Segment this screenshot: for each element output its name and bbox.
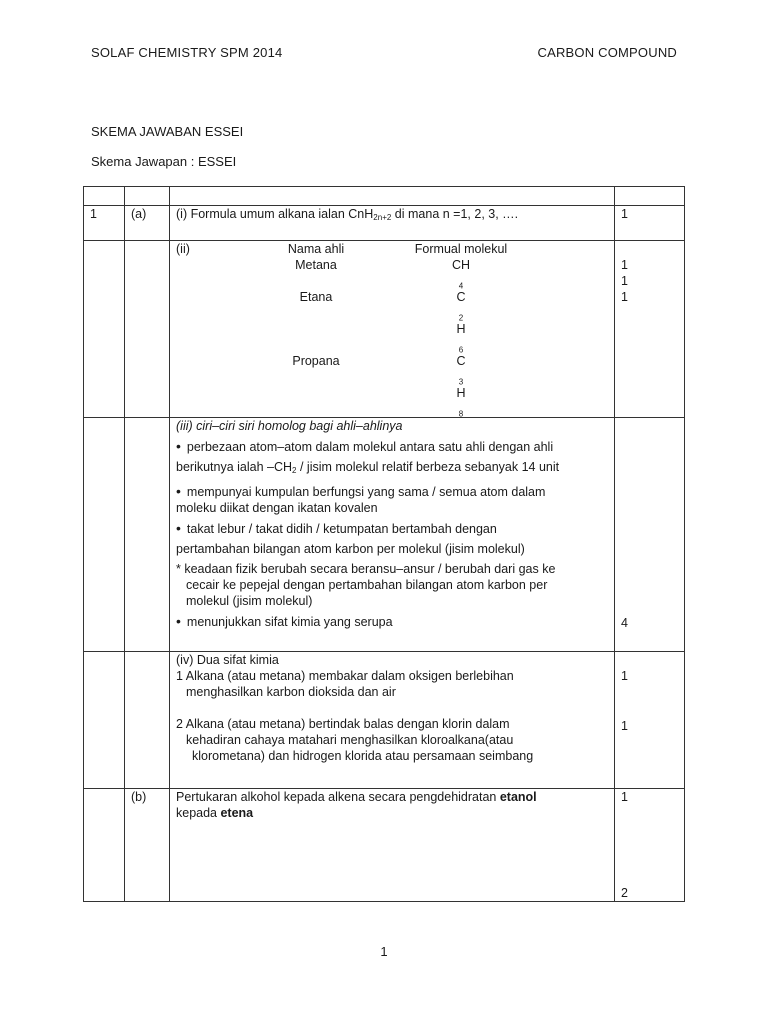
answer-b: Pertukaran alkohol kepada alkena secara pengdehidratan etanol kepada etena: [170, 789, 615, 902]
mark: 2: [621, 886, 628, 900]
answer-ii: [170, 241, 615, 418]
member-formula: CH $_4$: [451, 258, 471, 291]
table-row: [84, 418, 685, 652]
page-number: 1: [380, 944, 388, 959]
question-number: 1: [84, 206, 125, 241]
member-formula: C $_3$ H $_8$: [456, 354, 466, 419]
page-title: SKEMA JAWABAN ESSEI: [91, 124, 244, 139]
answer-ii-label: (ii): [176, 242, 190, 256]
keyword-etena: etena: [220, 806, 254, 820]
marks-ii: [615, 241, 685, 418]
part-label: (b): [125, 789, 170, 902]
answer-iv-heading: (iv) Dua sifat kimia: [176, 653, 279, 667]
keyword-etanol: etanol: [499, 790, 537, 804]
column-header-formula: Formual molekul: [414, 242, 508, 256]
table-row: [84, 241, 685, 418]
mark: 1: [621, 258, 628, 272]
table-row: [84, 206, 685, 241]
mark: 1: [621, 790, 628, 804]
answer-iii: (iii) ciri–ciri siri homolog bagi ahli–ahlinya • perbezaan atom–atom dalam molekul antara satu ahli dengan ahli berikutnya ialah $-CH_2$ / jisim molekul relatif berbeza sebanyak 14 unit • mempunyai kumpulan berfungsi yang sama / semua atom dalam moleku diikat dengan ikatan kovalen • takat lebur / takat didih / ketumpatan bertambah dengan pertambahan bilangan atom karbon per molekul (jisim molekul) * keadaan fizik berubah secara beransu–ansur / berubah dari gas ke cecair ke pepejal dengan pertambahan bilangan atom karbon per molekul (jisim molekul) • menunjukkan sifat kimia yang serupa: [170, 418, 615, 652]
member-name: Propana: [292, 354, 340, 368]
mark: 1: [615, 206, 685, 241]
bullet-point: • mempunyai kumpulan berfungsi yang sama / semua atom dalam: [176, 483, 608, 500]
answer-i-pre: (i) Formula umum alkana ialan CnH: [176, 207, 374, 221]
column-header-name: Nama ahli: [287, 242, 345, 256]
mark: 4: [615, 418, 685, 652]
member-name: Etana: [299, 290, 333, 304]
answer-i-post: di mana n =1, 2, 3, ….: [391, 207, 519, 221]
answer-iii-heading: (iii) ciri–ciri siri homolog bagi ahli–ahlinya: [176, 419, 403, 433]
marks-iv: [615, 652, 685, 789]
note: * keadaan fizik berubah secara beransu–ansur / berubah dari gas ke: [176, 562, 556, 576]
mark: 1: [621, 274, 628, 288]
answer-iv: (iv) Dua sifat kimia 1 Alkana (atau metana) membakar dalam oksigen berlebihan menghasilkan karbon dioksida dan air 2 Alkana (atau metana) bertindak balas dengan klorin dalam kehadiran cahaya matahari menghasilkan kloroalkana(atau klorometana) dan hidrogen klorida atau persamaan seimbang: [170, 652, 615, 789]
bullet-point: • perbezaan atom–atom dalam molekul antara satu ahli dengan ahli: [176, 438, 608, 455]
table-row: [84, 652, 685, 789]
page-subtitle: Skema Jawapan : ESSEI: [91, 154, 237, 169]
table-header-row: [84, 187, 685, 206]
part-label: (a): [125, 206, 170, 241]
table-row: [84, 789, 685, 902]
mark: 1: [621, 719, 628, 733]
bullet-point: • takat lebur / takat didih / ketumpatan bertambah dengan: [176, 520, 608, 537]
member-formula: C $_2$ H $_6$: [456, 290, 466, 355]
answer-scheme-table: [83, 186, 685, 902]
answer-i-subscript: 2n+2: [373, 213, 392, 222]
mark: 1: [621, 290, 628, 304]
marks-b: [615, 789, 685, 902]
answer-i: [170, 206, 615, 241]
header-right: CARBON COMPOUND: [537, 45, 677, 60]
member-name: Metana: [295, 258, 337, 272]
alkane-members-table: [176, 241, 608, 417]
bullet-point: • menunjukkan sifat kimia yang serupa: [176, 613, 608, 630]
header-left: SOLAF CHEMISTRY SPM 2014: [91, 45, 283, 60]
mark: 1: [621, 669, 628, 683]
